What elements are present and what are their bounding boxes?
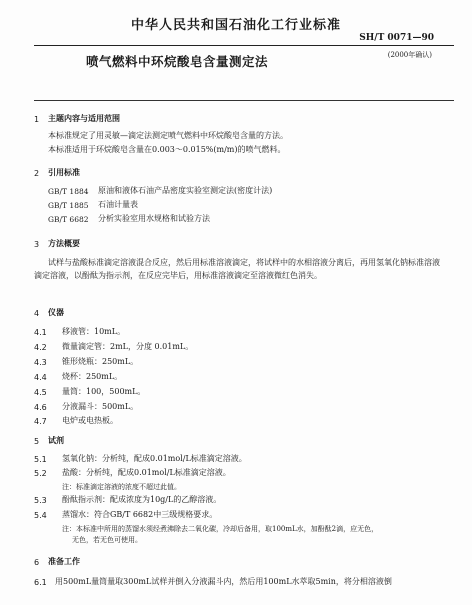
item-number: 5.2: [34, 469, 47, 478]
section-heading: 方法概要: [48, 239, 80, 248]
section-heading: 试剂: [48, 436, 64, 445]
section-number: 6: [34, 558, 40, 567]
paragraph: 试样与盐酸标准滴定溶液混合反应，然后用标准溶液滴定，将试样中的水相溶液分离后，再用氢氧化钠标准溶液滴定溶液，以酚酞为指示剂，在反应完毕后，用标准溶液滴定至溶液微红色消失。: [34, 258, 440, 280]
section-heading: 引用标准: [48, 168, 80, 177]
item-text: 电炉或电热板。: [62, 416, 118, 425]
item-text: 氢氧化钠：分析纯，配成0.01mol/L标准滴定溶液。: [62, 454, 247, 463]
reference-title: 分析实验室用水规格和试验方法: [98, 214, 210, 223]
standard-code: SH/T 0071—90: [359, 33, 434, 43]
item-text: 分液漏斗：500mL。: [62, 402, 139, 411]
section-number: 3: [34, 240, 40, 249]
item-text: 锥形烧瓶：250mL。: [62, 357, 139, 366]
item-number: 4.5: [34, 388, 47, 397]
section-number: 5: [34, 437, 40, 446]
item-text: 用500mL量筒量取300mL试样并倒入分液漏斗内，然后用100mL水萃取5min，将分相溶液倒: [55, 577, 392, 586]
reference-code: GB/T 6682: [48, 215, 89, 224]
item-number: 5.4: [34, 511, 47, 520]
item-number: 5.1: [34, 455, 47, 464]
item-text: 微量滴定管：2mL，分度 0.01mL。: [62, 342, 194, 351]
note-text: 注：标准滴定溶液的浓度不超过此值。: [62, 483, 181, 491]
section-heading: 准备工作: [48, 557, 80, 566]
section-number: 2: [34, 169, 40, 178]
section-heading: 主题内容与适用范围: [48, 114, 120, 123]
item-number: 4.2: [34, 343, 47, 352]
section-number: 1: [34, 115, 40, 124]
item-number: 4.6: [34, 403, 47, 412]
title-rule: [34, 100, 454, 101]
org-standard-title: 中华人民共和国石油化工行业标准: [130, 18, 341, 33]
item-text: 酚酞指示剂：配成浓度为10g/L的乙醇溶液。: [62, 495, 222, 504]
reference-code: GB/T 1885: [48, 201, 89, 210]
reference-code: GB/T 1884: [48, 187, 89, 196]
document-title: 喷气燃料中环烷酸皂含量测定法: [86, 54, 269, 69]
reference-title: 石油计量表: [98, 200, 138, 209]
item-number: 4.7: [34, 417, 47, 426]
item-text: 烧杯：250mL。: [62, 372, 123, 381]
item-number: 5.3: [34, 496, 47, 505]
edition-note: (2000年确认): [387, 51, 432, 59]
note-text: 无色，若无色可使用。: [72, 536, 142, 544]
item-number: 4.4: [34, 373, 47, 382]
item-text: 蒸馏水：符合GB/T 6682中三级规格要求。: [62, 510, 218, 519]
item-text: 盐酸：分析纯，配成0.01mol/L标准滴定溶液。: [62, 468, 231, 477]
reference-title: 原油和液体石油产品密度实验室测定法(密度计法): [98, 186, 273, 195]
section-heading: 仪器: [48, 308, 64, 317]
item-text: 量筒：100，500mL。: [62, 387, 146, 396]
header-rule: [34, 45, 454, 46]
note-text: 注：本标准中所用的蒸馏水须经煮沸除去二氧化碳，冷却后备用，取100mL水，加酚酞2滴，应无色，: [62, 525, 379, 533]
item-number: 4.1: [34, 328, 47, 337]
paragraph: 本标准规定了用灵敏—滴定法测定喷气燃料中环烷酸皂含量的方法。: [48, 131, 288, 140]
item-number: 6.1: [34, 578, 47, 587]
paragraph: 本标准适用于环烷酸皂含量在0.003～0.015%(m/m)的喷气燃料。: [48, 145, 286, 154]
section-number: 4: [34, 309, 40, 318]
item-number: 4.3: [34, 358, 47, 367]
item-text: 移液管：10mL。: [62, 327, 126, 336]
